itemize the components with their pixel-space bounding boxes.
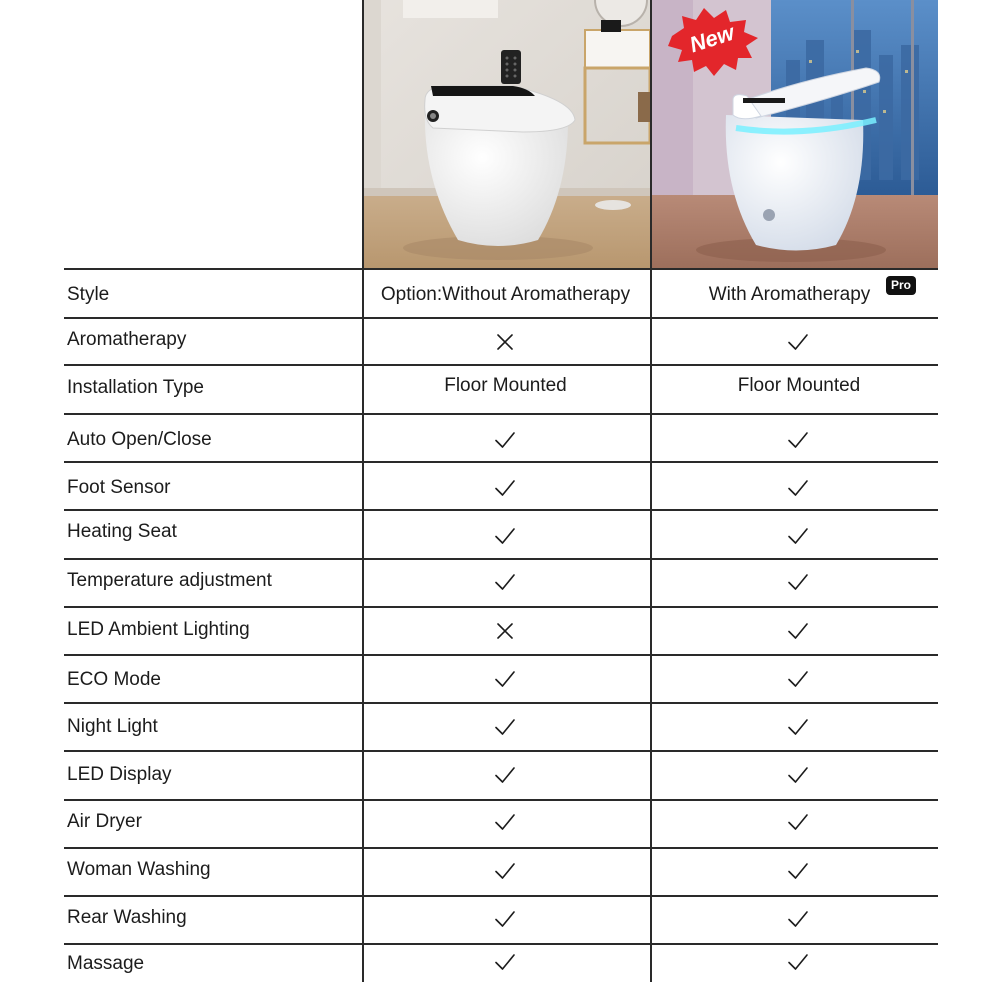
product-photo-standard — [363, 0, 650, 268]
row-divider — [64, 558, 938, 560]
row-label-air-dryer: Air Dryer — [67, 811, 142, 832]
row-divider — [64, 702, 938, 704]
row-label-heating-seat: Heating Seat — [67, 521, 177, 542]
check-icon — [786, 570, 810, 594]
header-label: Style — [67, 284, 110, 305]
row-label-night-light: Night Light — [67, 716, 158, 737]
new-badge — [664, 6, 760, 78]
check-icon — [493, 524, 517, 548]
row-divider — [64, 413, 938, 415]
row-divider — [64, 509, 938, 511]
check-icon — [493, 476, 517, 500]
installation-type-value: Floor Mounted — [737, 375, 861, 396]
check-icon — [493, 907, 517, 931]
row-divider — [64, 461, 938, 463]
row-label-massage: Massage — [67, 953, 145, 974]
row-divider — [64, 847, 938, 849]
pro-badge: Pro — [886, 276, 916, 295]
cross-icon — [493, 330, 517, 354]
row-divider — [64, 317, 938, 319]
row-label-foot-sensor: Foot Sensor — [67, 477, 171, 498]
check-icon — [786, 950, 810, 974]
header-option-without: Option:Without Aromatherapy — [380, 284, 631, 305]
row-label-led-display: LED Display — [67, 764, 172, 785]
check-icon — [786, 476, 810, 500]
check-icon — [786, 810, 810, 834]
row-divider — [64, 606, 938, 608]
check-icon — [786, 330, 810, 354]
row-label-woman-washing: Woman Washing — [67, 859, 211, 880]
row-label-temperature-adjustment: Temperature adjustment — [67, 570, 272, 591]
row-label-led-ambient-lighting: LED Ambient Lighting — [67, 619, 250, 640]
row-divider — [64, 750, 938, 752]
row-divider — [64, 799, 938, 801]
check-icon — [786, 428, 810, 452]
header-option-with: With Aromatherapy — [708, 284, 871, 305]
row-label-eco-mode: ECO Mode — [67, 669, 161, 690]
new-badge-label: New — [686, 19, 738, 58]
check-icon — [786, 619, 810, 643]
row-divider — [64, 364, 938, 366]
check-icon — [493, 763, 517, 787]
row-divider — [64, 895, 938, 897]
check-icon — [786, 859, 810, 883]
row-divider — [64, 943, 938, 945]
row-label-aromatherapy: Aromatherapy — [67, 329, 187, 350]
check-icon — [786, 763, 810, 787]
check-icon — [493, 570, 517, 594]
column-divider-1 — [362, 0, 364, 982]
check-icon — [786, 715, 810, 739]
row-label-rear-washing: Rear Washing — [67, 907, 187, 928]
column-divider-2 — [650, 0, 652, 982]
check-icon — [786, 667, 810, 691]
check-icon — [786, 907, 810, 931]
check-icon — [493, 950, 517, 974]
installation-type-value: Floor Mounted — [444, 375, 567, 396]
row-divider — [64, 654, 938, 656]
row-label-auto-open-close: Auto Open/Close — [67, 429, 212, 450]
row-divider — [64, 268, 938, 270]
check-icon — [493, 859, 517, 883]
check-icon — [493, 428, 517, 452]
check-icon — [493, 667, 517, 691]
check-icon — [493, 715, 517, 739]
check-icon — [786, 524, 810, 548]
check-icon — [493, 810, 517, 834]
cross-icon — [493, 619, 517, 643]
row-label-installation-type: Installation Type — [67, 377, 204, 398]
